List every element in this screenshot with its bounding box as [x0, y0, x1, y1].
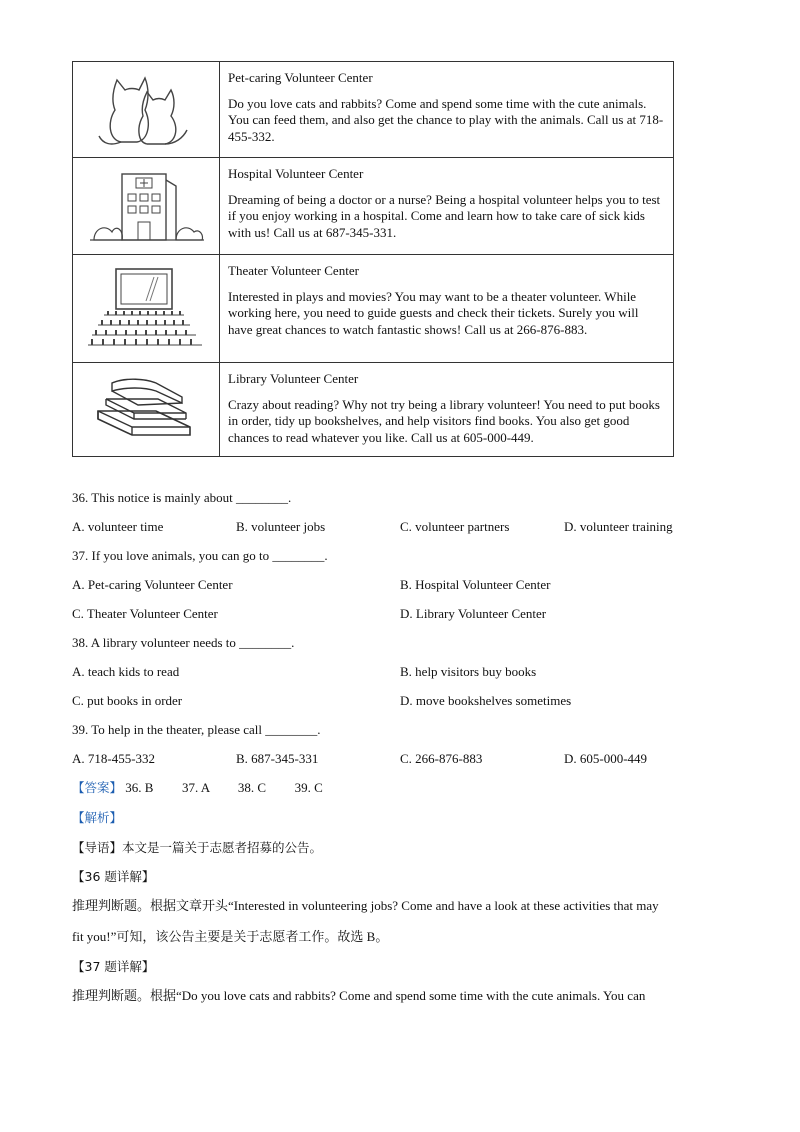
- table-row: [73, 158, 674, 255]
- question-37-stem: 37. If you love animals, you can go to ________.: [72, 548, 328, 563]
- answer-39: 39. C: [294, 780, 323, 795]
- center-description: Crazy about reading? Why not try being a library volunteer! You need to put books in order, tidy up bookshelves, and help visitors find books. You also get good chances to read whatever you like. Call us at 605-000-449.: [228, 396, 660, 445]
- question-39-option-d: D. 605-000-449: [564, 751, 648, 766]
- hospital-icon: [86, 166, 206, 246]
- q37-detail-line-1: 推理判断题。根据“Do you love cats and rabbits? Come and spend some time with the cute animals. You can: [72, 988, 646, 1003]
- question-36-option-b: B. volunteer jobs: [236, 519, 326, 534]
- center-description: Dreaming of being a doctor or a nurse? Being a hospital volunteer helps you to test if you enjoy working in a hospital. Come and learn how to take care of sick kids with us! Call us at 687-345-331.: [228, 191, 661, 240]
- question-38-option-c: C. put books in order: [72, 693, 183, 708]
- table-row: [73, 255, 674, 363]
- pet-caring-picture: [73, 62, 220, 158]
- question-36-stem: 36. This notice is mainly about ________.: [72, 490, 292, 505]
- question-36-option-c: C. volunteer partners: [400, 519, 510, 534]
- table-row: [73, 62, 674, 158]
- question-37-option-d: D. Library Volunteer Center: [400, 606, 547, 621]
- q36-detail-heading: 【36 题详解】: [72, 869, 155, 884]
- answer-37: 37. A: [181, 780, 210, 795]
- center-name: Pet-caring Volunteer Center: [228, 70, 373, 85]
- question-36-option-d: D. volunteer training: [564, 519, 673, 534]
- question-38-option-d: D. move bookshelves sometimes: [400, 693, 572, 708]
- question-39-stem: 39. To help in the theater, please call ________.: [72, 722, 321, 737]
- theater-center-cell: [220, 255, 674, 363]
- library-center-cell: [220, 363, 674, 457]
- answer-36: 36. B: [125, 780, 154, 795]
- pet-caring-center-cell: [220, 62, 674, 158]
- question-38-option-b: B. help visitors buy books: [400, 664, 537, 679]
- q36-detail-line-2: fit you!”可知，该公告主要是关于志愿者工作。故选 B。: [72, 929, 389, 944]
- answer-line: [72, 780, 323, 796]
- question-37-option-b: B. Hospital Volunteer Center: [400, 577, 551, 592]
- q36-detail-line-1: 推理判断题。根据文章开头“Interested in volunteering jobs? Come and have a look at these activities that may: [72, 898, 659, 913]
- question-39-option-c: C. 266-876-883: [400, 751, 483, 766]
- table-row: [73, 363, 674, 457]
- center-description: Do you love cats and rabbits? Come and spend some time with the cute animals. You can feed them, and also get the chance to play with the animals. Call us at 718-455-332.: [228, 95, 664, 144]
- volunteer-centers-table: [72, 61, 674, 457]
- q37-detail-heading: 【37 题详解】: [72, 959, 155, 974]
- center-name: Theater Volunteer Center: [228, 263, 359, 278]
- cats-icon: [91, 70, 201, 150]
- question-39-option-a: A. 718-455-332: [72, 751, 156, 766]
- theater-picture: [73, 255, 220, 363]
- books-icon: [86, 371, 206, 441]
- question-38-stem: 38. A library volunteer needs to ________.: [72, 635, 295, 650]
- question-38-option-a: A. teach kids to read: [72, 664, 180, 679]
- center-description: Interested in plays and movies? You may want to be a theater volunteer. While working here, you need to guide guests and check their tickets. Surely you will have great chances to watch fantastic shows! Call us at 266-876-883.: [228, 288, 639, 337]
- library-picture: [73, 363, 220, 457]
- question-36-option-a: A. volunteer time: [72, 519, 164, 534]
- analysis-label: 【解析】: [72, 810, 123, 825]
- question-37-option-a: A. Pet-caring Volunteer Center: [72, 577, 233, 592]
- theater-icon: [84, 263, 208, 355]
- question-37-option-c: C. Theater Volunteer Center: [72, 606, 218, 621]
- answer-38: 38. C: [237, 780, 267, 795]
- center-name: Hospital Volunteer Center: [228, 166, 364, 181]
- center-name: Library Volunteer Center: [228, 371, 359, 386]
- hospital-center-cell: [220, 158, 674, 255]
- guide-text: 【导语】本文是一篇关于志愿者招募的公告。: [72, 840, 323, 855]
- answer-label: 【答案】: [72, 780, 123, 795]
- question-39-option-b: B. 687-345-331: [236, 751, 319, 766]
- hospital-picture: [73, 158, 220, 255]
